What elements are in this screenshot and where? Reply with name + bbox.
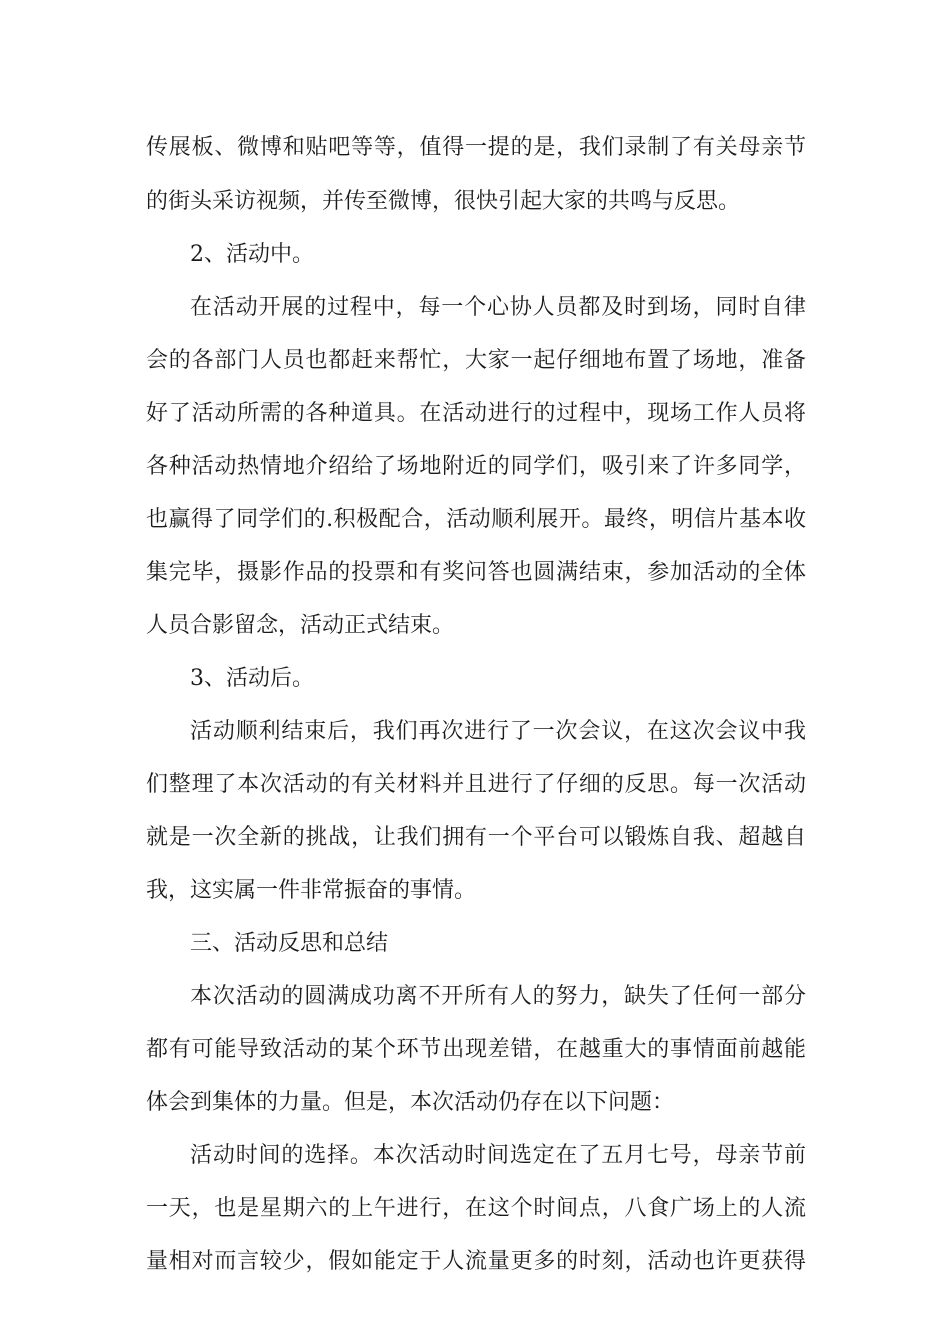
text-line: 就是一次全新的挑战，让我们拥有一个平台可以锻炼自我、超越自 [146,825,806,850]
section-heading: 2、活动中。 [190,242,314,267]
text-line: 会的各部门人员也都赶来帮忙，大家一起仔细地布置了场地，准备 [146,348,806,373]
text-line: 集完毕，摄影作品的投票和有奖问答也圆满结束，参加活动的全体 [146,560,806,585]
section-heading: 三、活动反思和总结 [190,931,389,956]
text-line: 好了活动所需的各种道具。在活动进行的过程中，现场工作人员将 [146,401,806,426]
text-line: 本次活动的圆满成功离不开所有人的努力，缺失了任何一部分 [190,984,806,1009]
text-line: 们整理了本次活动的有关材料并且进行了仔细的反思。每一次活动 [146,772,806,797]
text-line: 活动顺利结束后，我们再次进行了一次会议，在这次会议中我 [190,719,806,744]
text-line: 也赢得了同学们的.积极配合，活动顺利展开。最终，明信片基本收 [146,507,806,532]
text-line: 的街头采访视频，并传至微博，很快引起大家的共鸣与反思。 [146,189,741,214]
text-line: 我，这实属一件非常振奋的事情。 [146,878,477,903]
text-line: 量相对而言较少，假如能定于人流量更多的时刻，活动也许更获得 [146,1249,806,1274]
section-heading: 3、活动后。 [190,666,314,691]
text-line: 人员合影留念，活动正式结束。 [146,613,455,638]
text-line: 各种活动热情地介绍给了场地附近的同学们，吸引来了许多同学， [146,454,806,479]
text-line: 传展板、微博和贴吧等等，值得一提的是，我们录制了有关母亲节 [146,135,806,160]
text-line: 活动时间的选择。本次活动时间选定在了五月七号，母亲节前 [190,1143,806,1168]
text-line: 在活动开展的过程中，每一个心协人员都及时到场，同时自律 [190,295,806,320]
text-line: 一天，也是星期六的上午进行，在这个时间点，八食广场上的人流 [146,1196,806,1221]
text-line: 体会到集体的力量。但是，本次活动仍存在以下问题： [146,1090,675,1115]
text-line: 都有可能导致活动的某个环节出现差错，在越重大的事情面前越能 [146,1037,806,1062]
